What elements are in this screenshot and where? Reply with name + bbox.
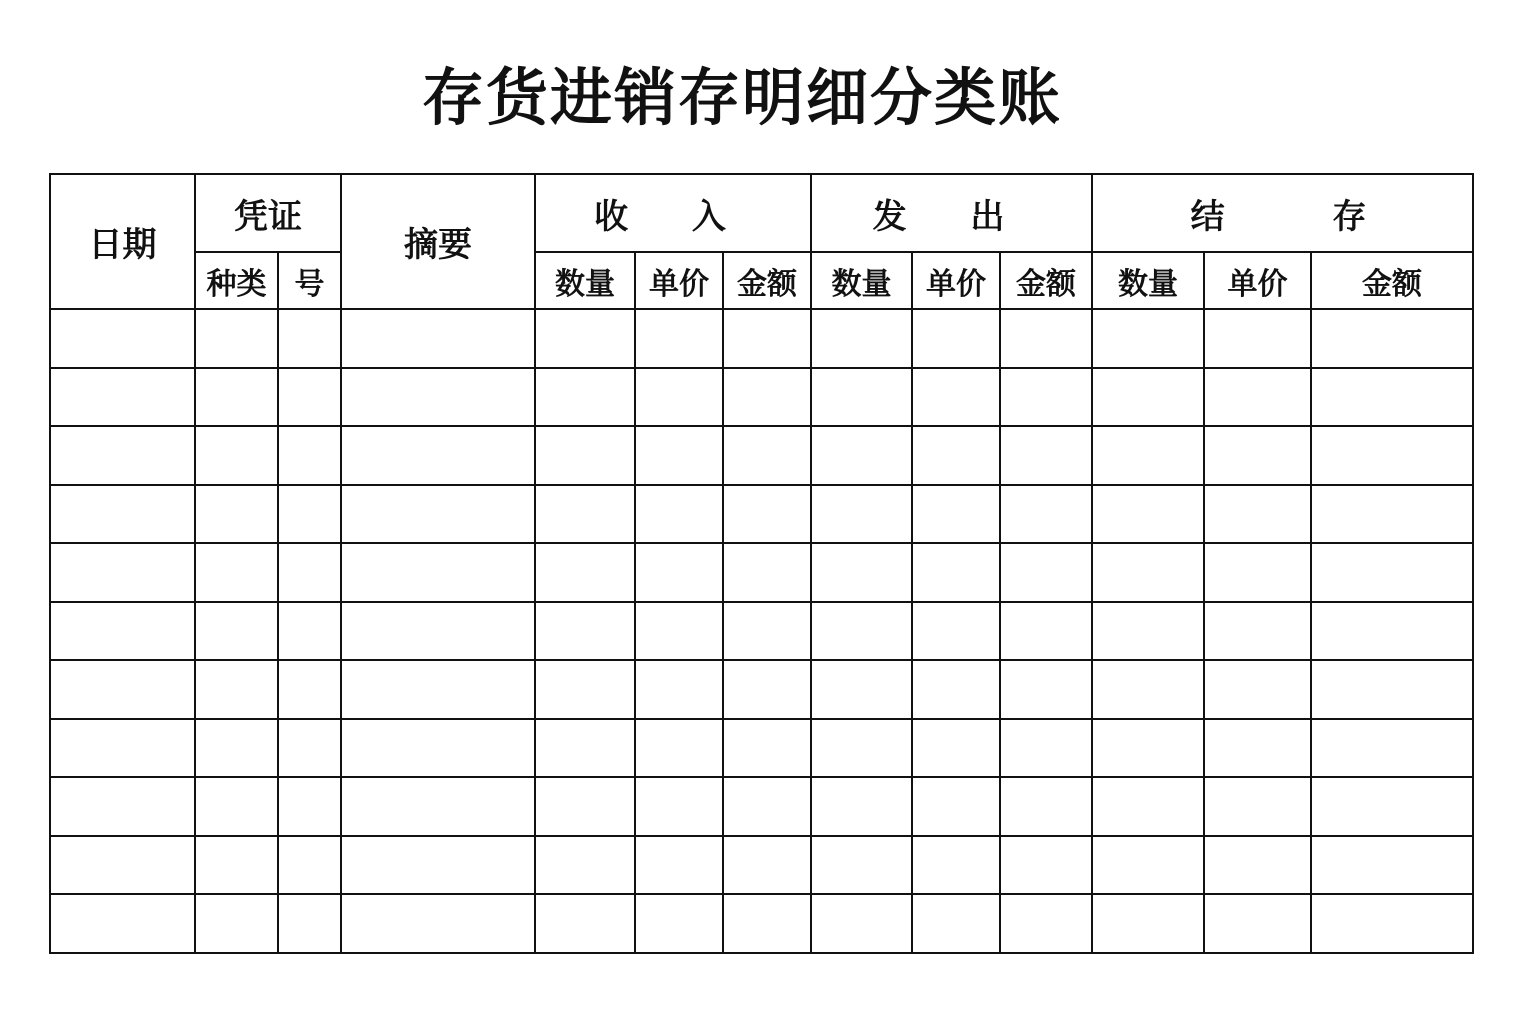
table-cell[interactable] (1311, 836, 1473, 895)
table-cell[interactable] (341, 894, 535, 953)
table-cell[interactable] (723, 543, 811, 602)
table-cell[interactable] (635, 602, 723, 661)
table-cell[interactable] (811, 543, 912, 602)
table-cell[interactable] (635, 777, 723, 836)
table-cell[interactable] (341, 368, 535, 427)
table-cell[interactable] (1311, 543, 1473, 602)
outgoing-unit-price-header: 单价 (912, 252, 1000, 309)
table-cell[interactable] (1000, 719, 1092, 778)
table-row (50, 543, 1473, 602)
balance-header: 结 存 (1092, 174, 1473, 252)
table-cell[interactable] (1000, 602, 1092, 661)
table-cell[interactable] (535, 719, 635, 778)
table-cell[interactable] (50, 660, 195, 719)
table-cell[interactable] (811, 309, 912, 368)
table-cell[interactable] (535, 836, 635, 895)
table-cell[interactable] (535, 602, 635, 661)
table-cell[interactable] (811, 368, 912, 427)
table-cell[interactable] (278, 719, 341, 778)
table-cell[interactable] (278, 836, 341, 895)
table-cell[interactable] (635, 543, 723, 602)
page-title: 存货进销存明细分类账 (421, 61, 1062, 134)
income-quantity-header: 数量 (535, 252, 635, 309)
table-cell[interactable] (1092, 719, 1204, 778)
table-cell[interactable] (341, 777, 535, 836)
table-cell[interactable] (1092, 894, 1204, 953)
table-cell[interactable] (811, 602, 912, 661)
table-cell[interactable] (811, 894, 912, 953)
table-cell[interactable] (535, 309, 635, 368)
balance-quantity-header: 数量 (1092, 252, 1204, 309)
table-cell[interactable] (195, 485, 278, 544)
table-cell[interactable] (1092, 836, 1204, 895)
table-cell[interactable] (1000, 894, 1092, 953)
table-cell[interactable] (535, 426, 635, 485)
table-row (50, 368, 1473, 427)
balance-unit-price-header: 单价 (1204, 252, 1311, 309)
table-cell[interactable] (278, 485, 341, 544)
table-cell[interactable] (1204, 836, 1311, 895)
table-cell[interactable] (1092, 426, 1204, 485)
voucher-type-header: 种类 (195, 252, 278, 309)
table-cell[interactable] (1092, 485, 1204, 544)
table-cell[interactable] (811, 485, 912, 544)
table-cell[interactable] (912, 894, 1000, 953)
table-cell[interactable] (278, 426, 341, 485)
balance-amount-header: 金额 (1311, 252, 1473, 309)
table-cell[interactable] (1311, 602, 1473, 661)
table-cell[interactable] (635, 485, 723, 544)
table-cell[interactable] (635, 894, 723, 953)
voucher-number-header: 号 (278, 252, 341, 309)
table-cell[interactable] (635, 836, 723, 895)
table-cell[interactable] (723, 719, 811, 778)
outgoing-quantity-header: 数量 (811, 252, 912, 309)
table-cell[interactable] (1311, 426, 1473, 485)
table-cell[interactable] (1204, 485, 1311, 544)
table-cell[interactable] (912, 836, 1000, 895)
table-cell[interactable] (1000, 543, 1092, 602)
table-cell[interactable] (811, 777, 912, 836)
table-row (50, 719, 1473, 778)
table-cell[interactable] (50, 894, 195, 953)
table-row (50, 485, 1473, 544)
table-cell[interactable] (1311, 309, 1473, 368)
table-cell[interactable] (1092, 309, 1204, 368)
outgoing-header: 发 出 (811, 174, 1092, 252)
table-cell[interactable] (195, 368, 278, 427)
table-cell[interactable] (912, 777, 1000, 836)
table-cell[interactable] (1092, 543, 1204, 602)
table-cell[interactable] (1204, 368, 1311, 427)
table-cell[interactable] (1000, 309, 1092, 368)
table-cell[interactable] (535, 660, 635, 719)
table-cell[interactable] (50, 602, 195, 661)
table-row (50, 660, 1473, 719)
table-cell[interactable] (195, 894, 278, 953)
table-cell[interactable] (1000, 660, 1092, 719)
table-cell[interactable] (195, 309, 278, 368)
table-cell[interactable] (1000, 777, 1092, 836)
table-cell[interactable] (341, 602, 535, 661)
table-cell[interactable] (535, 543, 635, 602)
table-cell[interactable] (278, 777, 341, 836)
table-cell[interactable] (1092, 777, 1204, 836)
header-row-top (50, 174, 1473, 252)
table-cell[interactable] (723, 894, 811, 953)
table-cell[interactable] (811, 660, 912, 719)
table-row (50, 309, 1473, 368)
table-cell[interactable] (912, 309, 1000, 368)
table-cell[interactable] (341, 309, 535, 368)
table-cell[interactable] (341, 719, 535, 778)
table-cell[interactable] (1204, 777, 1311, 836)
table-cell[interactable] (912, 719, 1000, 778)
table-cell[interactable] (535, 368, 635, 427)
table-cell[interactable] (341, 426, 535, 485)
table-cell[interactable] (811, 719, 912, 778)
table-cell[interactable] (1204, 894, 1311, 953)
table-cell[interactable] (912, 602, 1000, 661)
table-row (50, 836, 1473, 895)
table-cell[interactable] (723, 368, 811, 427)
table-cell[interactable] (912, 485, 1000, 544)
table-cell[interactable] (50, 485, 195, 544)
table-cell[interactable] (341, 543, 535, 602)
table-cell[interactable] (635, 309, 723, 368)
table-cell[interactable] (1311, 485, 1473, 544)
summary-header: 摘要 (341, 174, 535, 309)
table-cell[interactable] (1204, 719, 1311, 778)
table-cell[interactable] (278, 660, 341, 719)
table-cell[interactable] (1000, 426, 1092, 485)
table-cell[interactable] (50, 836, 195, 895)
table-cell[interactable] (341, 485, 535, 544)
table-row (50, 426, 1473, 485)
table-cell[interactable] (723, 309, 811, 368)
table-cell[interactable] (1204, 543, 1311, 602)
table-cell[interactable] (723, 485, 811, 544)
table-cell[interactable] (50, 719, 195, 778)
voucher-header: 凭证 (195, 174, 341, 252)
table-cell[interactable] (1204, 309, 1311, 368)
table-cell[interactable] (535, 777, 635, 836)
table-cell[interactable] (341, 660, 535, 719)
table-cell[interactable] (1311, 368, 1473, 427)
date-header: 日期 (50, 174, 195, 309)
table-cell[interactable] (1311, 894, 1473, 953)
table-cell[interactable] (811, 426, 912, 485)
table-cell[interactable] (278, 309, 341, 368)
table-cell[interactable] (195, 543, 278, 602)
table-cell[interactable] (195, 602, 278, 661)
table-cell[interactable] (912, 368, 1000, 427)
table-cell[interactable] (1311, 660, 1473, 719)
table-cell[interactable] (635, 426, 723, 485)
table-cell[interactable] (635, 660, 723, 719)
income-unit-price-header: 单价 (635, 252, 723, 309)
table-cell[interactable] (50, 309, 195, 368)
table-cell[interactable] (278, 368, 341, 427)
table-cell[interactable] (912, 426, 1000, 485)
table-cell[interactable] (1092, 602, 1204, 661)
table-cell[interactable] (195, 719, 278, 778)
table-cell[interactable] (723, 777, 811, 836)
table-cell[interactable] (50, 426, 195, 485)
table-cell[interactable] (912, 543, 1000, 602)
table-cell[interactable] (1311, 719, 1473, 778)
table-cell[interactable] (195, 777, 278, 836)
table-cell[interactable] (278, 543, 341, 602)
table-cell[interactable] (195, 836, 278, 895)
outgoing-amount-header: 金额 (1000, 252, 1092, 309)
table-cell[interactable] (341, 836, 535, 895)
table-cell[interactable] (1204, 426, 1311, 485)
table-cell[interactable] (1204, 602, 1311, 661)
income-header: 收 入 (535, 174, 811, 252)
header-row-sub (50, 252, 1473, 309)
table-cell[interactable] (723, 602, 811, 661)
table-cell[interactable] (1000, 836, 1092, 895)
table-cell[interactable] (50, 543, 195, 602)
table-cell[interactable] (1000, 485, 1092, 544)
table-cell[interactable] (1000, 368, 1092, 427)
table-cell[interactable] (278, 894, 341, 953)
table-cell[interactable] (912, 660, 1000, 719)
ledger-table (49, 173, 1474, 954)
table-cell[interactable] (635, 368, 723, 427)
table-row (50, 894, 1473, 953)
table-cell[interactable] (278, 602, 341, 661)
table-cell[interactable] (50, 777, 195, 836)
table-cell[interactable] (1092, 368, 1204, 427)
table-cell[interactable] (535, 485, 635, 544)
table-cell[interactable] (195, 660, 278, 719)
table-cell[interactable] (195, 426, 278, 485)
table-cell[interactable] (1092, 660, 1204, 719)
table-row (50, 602, 1473, 661)
table-cell[interactable] (811, 836, 912, 895)
table-cell[interactable] (50, 368, 195, 427)
table-cell[interactable] (1311, 777, 1473, 836)
table-cell[interactable] (535, 894, 635, 953)
ledger-body (50, 309, 1473, 953)
table-row (50, 777, 1473, 836)
table-cell[interactable] (723, 426, 811, 485)
table-cell[interactable] (1204, 660, 1311, 719)
table-cell[interactable] (723, 660, 811, 719)
table-cell[interactable] (723, 836, 811, 895)
income-amount-header: 金额 (723, 252, 811, 309)
table-cell[interactable] (635, 719, 723, 778)
